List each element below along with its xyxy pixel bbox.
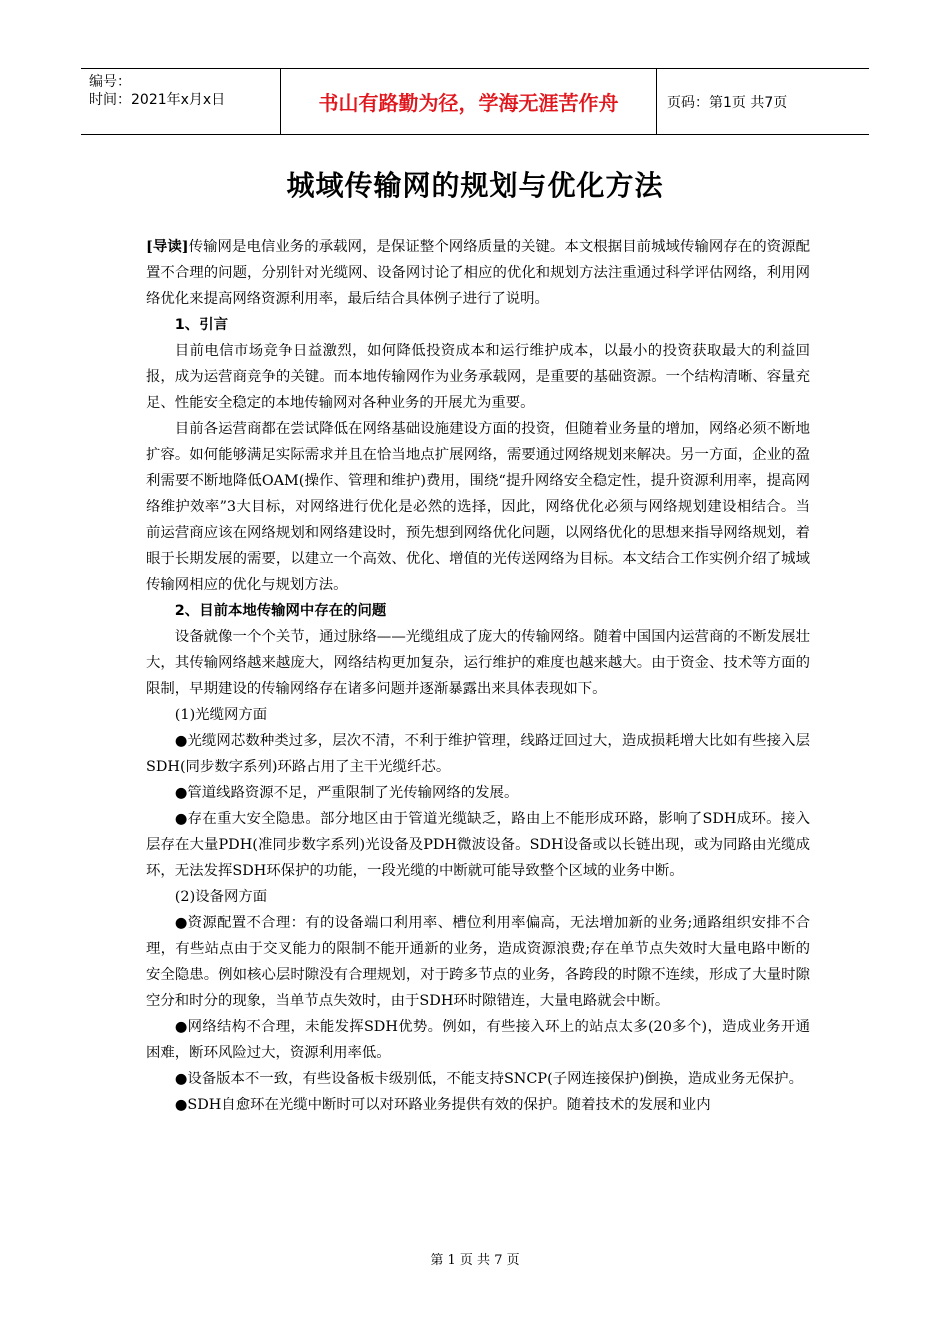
page-footer: 第 1 页 共 7 页	[430, 1253, 520, 1268]
document-header	[81, 68, 869, 135]
bullet-item: ●存在重大安全隐患。部分地区由于管道光缆缺乏，路由上不能形成环路，影响了SDH成环。接入层存在大量PDH(准同步数字系列)光设备及PDH微波设备。SDH设备或以长链出现，或为同路由光缆成环，无法发挥SDH环保护的功能，一段光缆的中断就可能导致整个区域的业务中断。	[146, 811, 810, 879]
subheading: (1)光缆网方面	[174, 707, 268, 723]
bullet-item: ●网络结构不合理，未能发挥SDH优势。例如，有些接入环上的站点太多(20多个)，造成业务开通困难，断环风险过大，资源利用率低。	[146, 1019, 810, 1061]
section-heading-2: 2、目前本地传输网中存在的问题	[174, 603, 387, 619]
header-number: 编号：	[89, 74, 131, 90]
article-body	[146, 234, 810, 1118]
bullet-item: ●SDH自愈环在光缆中断时可以对环路业务提供有效的保护。随着技术的发展和业内	[174, 1097, 711, 1113]
bullet-item: ●光缆网芯数种类过多，层次不清，不利于维护管理，线路迂回过大，造成损耗增大比如有些接入层SDH(同步数字系列)环路占用了主干光缆纤芯。	[146, 733, 810, 775]
guide-paragraph	[146, 234, 810, 312]
bullet-item: ●资源配置不合理：有的设备端口利用率、槽位利用率偏高，无法增加新的业务;通路组织安排不合理，有些站点由于交叉能力的限制不能开通新的业务，造成资源浪费;存在单节点失效时大量电路中断的安全隐患。例如核心层时隙没有合理规划，对于跨多节点的业务，各跨段的时隙不连续，形成了大量时隙空分和时分的现象，当单节点失效时，由于SDH环时隙错连，大量电路就会中断。	[146, 915, 810, 1009]
paragraph: 目前各运营商都在尝试降低在网络基础设施建设方面的投资，但随着业务量的增加，网络必须不断地扩容。如何能够满足实际需求并且在恰当地点扩展网络，需要通过网络规划来解决。另一方面，企业的盈利需要不断地降低OAM(操作、管理和维护)费用，围绕“提升网络安全稳定性，提升资源利用率，提高网络维护效率”3大目标，对网络进行优化是必然的选择，因此，网络优化必须与网络规划建设相结合。当前运营商应该在网络规划和网络建设时，预先想到网络优化问题，以网络优化的思想来指导网络规划，着眼于长期发展的需要，以建立一个高效、优化、增值的光传送网络为目标。本文结合工作实例介绍了城域传输网相应的优化与规划方法。	[146, 421, 810, 593]
subheading: (2)设备网方面	[174, 889, 268, 905]
header-time: 时间：2021年x月x日	[89, 92, 226, 108]
header-motto: 书山有路勤为径，学海无涯苦作舟	[281, 69, 657, 134]
header-meta	[81, 69, 281, 134]
guide-mark: [导读]	[146, 238, 189, 255]
paragraph: 设备就像一个个关节，通过脉络——光缆组成了庞大的传输网络。随着中国国内运营商的不断发展壮大，其传输网络越来越庞大，网络结构更加复杂，运行维护的难度也越来越大。由于资金、技术等方面的限制，早期建设的传输网络存在诸多问题并逐渐暴露出来具体表现如下。	[146, 629, 810, 697]
bullet-item: ●管道线路资源不足，严重限制了光传输网络的发展。	[174, 785, 519, 801]
header-page-info: 页码：第1页 共7页	[667, 94, 788, 111]
section-heading-1: 1、引言	[174, 317, 228, 333]
bullet-item: ●设备版本不一致，有些设备板卡级别低，不能支持SNCP(子网连接保护)倒换，造成业务无保护。	[174, 1071, 803, 1087]
paragraph: 目前电信市场竞争日益激烈，如何降低投资成本和运行维护成本，以最小的投资获取最大的利益回报，成为运营商竞争的关键。而本地传输网作为业务承载网，是重要的基础资源。一个结构清晰、容量充足、性能安全稳定的本地传输网对各种业务的开展尤为重要。	[146, 343, 810, 411]
page-title: 城域传输网的规划与优化方法	[286, 169, 664, 202]
guide-text: 传输网是电信业务的承载网，是保证整个网络质量的关键。本文根据目前城域传输网存在的资源配置不合理的问题，分别针对光缆网、设备网讨论了相应的优化和规划方法注重通过科学评估网络，利用网络优化来提高网络资源利用率，最后结合具体例子进行了说明。	[146, 239, 810, 307]
